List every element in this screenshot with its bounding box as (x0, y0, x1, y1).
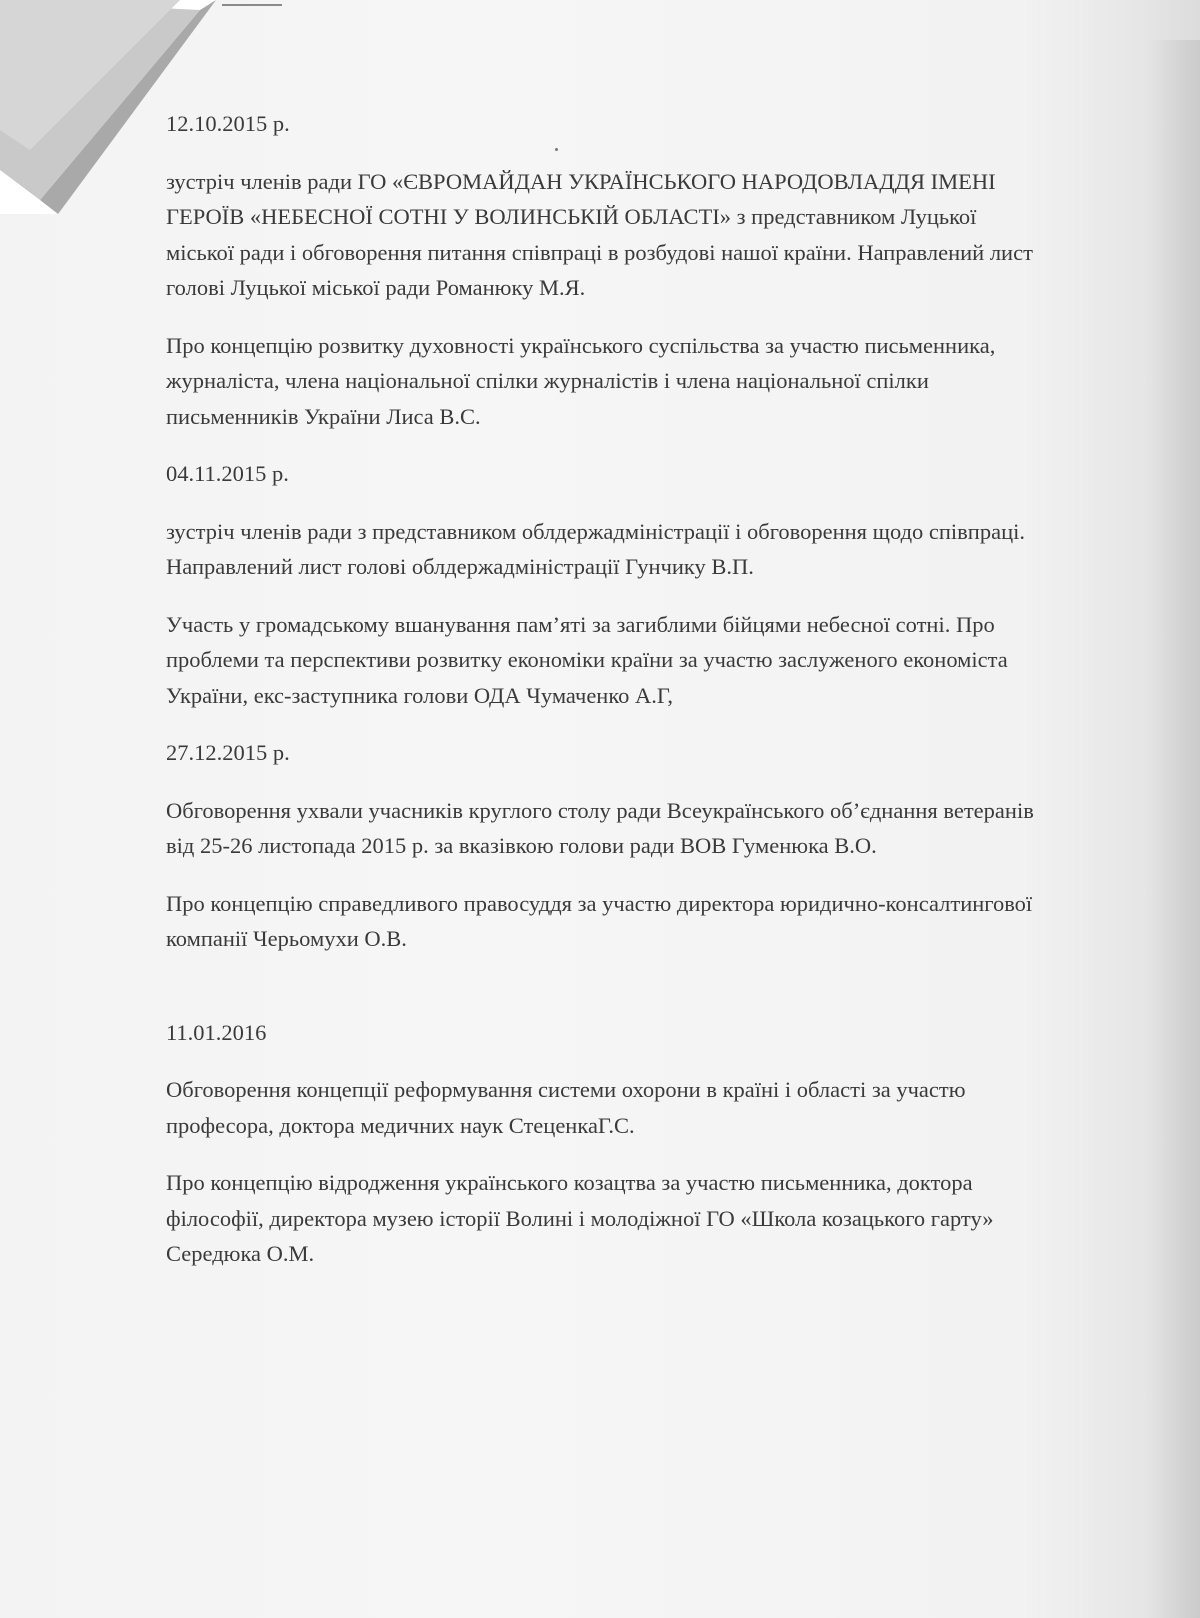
document-body (166, 106, 1046, 1294)
entry-paragraph: Обговорення ухвали учасників круглого столу ради Всеукраїнського об’єднання ветеранів від 25-26 листопада 2015 р. за вказівкою голови ради ВОВ Гуменюка В.О. (166, 797, 1034, 858)
entry-date: 11.01.2016 (166, 1019, 267, 1045)
entry-paragraph: зустріч членів ради ГО «ЄВРОМАЙДАН УКРАЇНСЬКОГО НАРОДОВЛАДДЯ ІМЕНІ ГЕРОЇВ «НЕБЕСНОЇ СОТНІ У ВОЛИНСЬКІЙ ОБЛАСТІ» з представником Луцької міської ради і обговорення питання співпраці в розбудові нашої країни. Направлений лист голові Луцької міської ради Романюку М.Я. (166, 168, 1033, 300)
entry-date: 27.12.2015 р. (166, 740, 290, 765)
entry-date: 04.11.2015 р. (166, 461, 289, 486)
page-edge-shadow (1148, 40, 1200, 1618)
entry-date: 12.10.2015 р. (166, 111, 290, 136)
entry-paragraph: зустріч членів ради з представником облдержадміністрації і обговорення щодо співпраці. Направлений лист голові облдержадміністрації Гунчику В.П. (166, 518, 1025, 579)
entry-paragraph: Обговорення концепції реформування системи охорони в країні і області за участю професора, доктора медичних наук СтеценкаГ.С. (166, 1077, 966, 1138)
entry-paragraph: Про концепцію відродження українського козацтва за участю письменника, доктора філософії, директора музею історії Волині і молодіжної ГО «Школа козацького гарту» Середюка О.М. (166, 1170, 994, 1266)
entry-paragraph: Про концепцію розвитку духовності українського суспільства за участю письменника, журналіста, члена національної спілки журналістів і члена національної спілки письменників України Лиса В.С. (166, 332, 996, 429)
entry-paragraph: Участь у громадському вшанування пам’яті за загиблими бійцями небесної сотні. Про проблеми та перспективи розвитку економіки країни за участю заслуженого економіста України, екс-заступника голови ОДА Чумаченко А.Г, (166, 611, 1008, 708)
entry-paragraph: Про концепцію справедливого правосуддя за участю директора юридично-консалтингової компанії Черьомухи О.В. (166, 890, 1033, 951)
